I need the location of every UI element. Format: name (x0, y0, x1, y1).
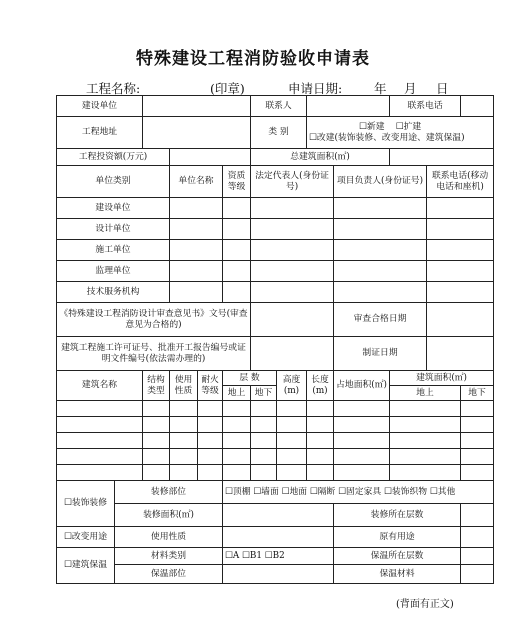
review-date-field[interactable] (427, 303, 494, 337)
building-cell[interactable] (143, 417, 170, 433)
unit-name-field[interactable] (170, 261, 223, 282)
form-title: 特殊建设工程消防验收申请表 (136, 49, 370, 69)
building-cell[interactable] (251, 465, 277, 481)
phone-field[interactable] (427, 198, 494, 219)
building-cell[interactable] (461, 449, 494, 465)
height-header: 高度(m) (277, 371, 307, 401)
decoration-part-row (57, 481, 494, 504)
unit-type-header: 单位类别 (57, 166, 170, 198)
qualification-field[interactable] (223, 198, 251, 219)
contact-phone-label: 联系电话 (390, 96, 461, 117)
change-use-usage-field[interactable] (223, 527, 334, 548)
floors-below-header: 地下 (251, 386, 277, 401)
building-cell[interactable] (223, 465, 251, 481)
building-cell[interactable] (57, 449, 143, 465)
unit-row (57, 282, 494, 303)
legal-rep-field[interactable] (251, 219, 334, 240)
issue-date-label: 制证日期 (334, 337, 427, 371)
insulation-material-field[interactable] (461, 565, 494, 584)
building-cell[interactable] (277, 449, 307, 465)
building-cell[interactable] (307, 433, 334, 449)
category-options (307, 117, 494, 149)
area-above-header: 地上 (390, 386, 461, 401)
design-review-label: 《特殊建设工程消防设计审查意见书》文号(审查意见为合格的) (57, 303, 251, 337)
building-cell[interactable] (57, 401, 143, 417)
issue-date-field[interactable] (427, 337, 494, 371)
design-review-row (57, 303, 494, 337)
construction-unit-label: 建设单位 (57, 96, 143, 117)
building-cell[interactable] (277, 401, 307, 417)
project-lead-field[interactable] (334, 219, 427, 240)
building-cell[interactable] (223, 433, 251, 449)
building-cell[interactable] (198, 465, 223, 481)
building-cell[interactable] (198, 433, 223, 449)
qualification-field[interactable] (223, 240, 251, 261)
investment-field[interactable] (170, 149, 251, 166)
fire-rating-header: 耐火等级 (198, 371, 223, 401)
building-cell[interactable] (334, 417, 390, 433)
units-header-row (57, 166, 494, 198)
permit-row (57, 337, 494, 371)
phone-header: 联系电话(移动电话和座机) (427, 166, 494, 198)
length-header: 长度(m) (307, 371, 334, 401)
building-row (57, 417, 494, 433)
building-cell[interactable] (307, 465, 334, 481)
permit-field[interactable] (251, 337, 334, 371)
project-address-row (57, 117, 494, 149)
contact-person-field[interactable] (307, 96, 390, 117)
building-cell[interactable] (170, 401, 198, 417)
footer-note: (背面有正文) (396, 599, 454, 610)
building-row (57, 465, 494, 481)
building-cell[interactable] (57, 465, 143, 481)
insulation-floor-field[interactable] (461, 548, 494, 565)
unit-name-field[interactable] (170, 219, 223, 240)
building-cell[interactable] (223, 449, 251, 465)
project-address-field[interactable] (143, 117, 251, 149)
building-cell[interactable] (223, 417, 251, 433)
contact-person-label: 联系人 (251, 96, 307, 117)
building-cell[interactable] (334, 449, 390, 465)
legal-rep-field[interactable] (251, 240, 334, 261)
expand-checkbox[interactable]: ☐扩建 (395, 121, 422, 132)
building-cell[interactable] (251, 417, 277, 433)
insulation-part-row (57, 565, 494, 584)
category-label: 类 别 (251, 117, 307, 149)
construction-unit-row (57, 96, 494, 117)
insulation-floor-label: 保温所在层数 (334, 548, 461, 565)
project-lead-field[interactable] (334, 198, 427, 219)
building-cell[interactable] (170, 465, 198, 481)
building-name-header: 建筑名称 (57, 371, 143, 401)
building-cell[interactable] (198, 449, 223, 465)
building-row (57, 449, 494, 465)
building-row (57, 433, 494, 449)
building-cell[interactable] (143, 465, 170, 481)
project-lead-field[interactable] (334, 282, 427, 303)
total-area-label: 总建筑面积(㎡) (251, 149, 390, 166)
building-cell[interactable] (170, 433, 198, 449)
investment-row (57, 149, 494, 166)
unit-name-header: 单位名称 (170, 166, 223, 198)
change-use-row (57, 527, 494, 548)
floors-header: 层 数 (223, 371, 277, 386)
building-cell[interactable] (251, 401, 277, 417)
review-date-label: 审查合格日期 (334, 303, 427, 337)
unit-row (57, 240, 494, 261)
project-lead-field[interactable] (334, 261, 427, 282)
unit-name-field[interactable] (170, 282, 223, 303)
permit-label: 建筑工程施工许可证号、批准开工报告编号或证明文件编号(依法需办理的) (57, 337, 251, 371)
day-label: 日 (436, 81, 449, 96)
original-use-field[interactable] (461, 527, 494, 548)
phone-field[interactable] (427, 240, 494, 261)
legal-rep-header: 法定代表人(身份证号) (251, 166, 334, 198)
building-cell[interactable] (390, 401, 461, 417)
change-use-usage-label: 使用性质 (115, 527, 223, 548)
building-cell[interactable] (307, 401, 334, 417)
unit-name-field[interactable] (170, 240, 223, 261)
decoration-checkbox[interactable]: ☐装饰装修 (57, 481, 115, 527)
unit-row (57, 261, 494, 282)
decoration-area-field[interactable] (223, 504, 334, 527)
footprint-header: 占地面积(㎡) (334, 371, 390, 401)
building-cell[interactable] (223, 401, 251, 417)
qualification-field[interactable] (223, 261, 251, 282)
unit-row-label: 技术服务机构 (57, 282, 170, 303)
phone-field[interactable] (427, 219, 494, 240)
usage-header: 使用性质 (170, 371, 198, 401)
building-cell[interactable] (461, 401, 494, 417)
building-cell[interactable] (461, 433, 494, 449)
legal-rep-field[interactable] (251, 198, 334, 219)
construction-unit-field[interactable] (143, 96, 251, 117)
contact-phone-field[interactable] (461, 96, 494, 117)
area-header: 建筑面积(㎡) (390, 371, 494, 386)
building-cell[interactable] (334, 433, 390, 449)
insulation-material-label: 保温材料 (334, 565, 461, 584)
decoration-area-row (57, 504, 494, 527)
building-cell[interactable] (461, 465, 494, 481)
change-use-checkbox[interactable]: ☐改变用途 (57, 527, 115, 548)
building-cell[interactable] (143, 401, 170, 417)
building-row (57, 401, 494, 417)
decoration-area-label: 装修面积(㎡) (115, 504, 223, 527)
renovate-checkbox[interactable]: ☐改建(装饰装修、改变用途、建筑保温) (309, 132, 465, 143)
building-cell[interactable] (198, 401, 223, 417)
insulation-material-options[interactable]: ☐A ☐B1 ☐B2 (223, 548, 334, 565)
building-cell[interactable] (307, 449, 334, 465)
qualification-field[interactable] (223, 282, 251, 303)
decoration-floor-label: 装修所在层数 (334, 504, 461, 527)
building-cell[interactable] (143, 433, 170, 449)
building-cell[interactable] (277, 417, 307, 433)
month-label: 月 (404, 81, 417, 96)
building-cell[interactable] (334, 465, 390, 481)
unit-row-label: 施工单位 (57, 240, 170, 261)
design-review-field[interactable] (251, 303, 334, 337)
floors-above-header: 地上 (223, 386, 251, 401)
building-cell[interactable] (334, 401, 390, 417)
total-area-field[interactable] (390, 149, 494, 166)
insulation-checkbox[interactable]: ☐建筑保温 (57, 548, 115, 584)
building-cell[interactable] (57, 433, 143, 449)
unit-name-field[interactable] (170, 198, 223, 219)
phone-field[interactable] (427, 261, 494, 282)
building-cell[interactable] (390, 417, 461, 433)
project-name-label: 工程名称: (86, 81, 141, 96)
new-build-checkbox[interactable]: ☐新建 (359, 121, 385, 132)
legal-rep-field[interactable] (251, 261, 334, 282)
building-cell[interactable] (277, 465, 307, 481)
unit-row-label: 建设单位 (57, 198, 170, 219)
year-label: 年 (374, 81, 387, 96)
building-cell[interactable] (170, 449, 198, 465)
building-cell[interactable] (390, 449, 461, 465)
building-header-row (57, 371, 494, 386)
building-cell[interactable] (390, 465, 461, 481)
seal-label: (印章) (210, 81, 245, 96)
qualification-header: 资质等级 (223, 166, 251, 198)
original-use-label: 原有用途 (334, 527, 461, 548)
building-cell[interactable] (461, 417, 494, 433)
building-cell[interactable] (277, 433, 307, 449)
project-address-label: 工程地址 (57, 117, 143, 149)
unit-row (57, 198, 494, 219)
unit-row-label: 设计单位 (57, 219, 170, 240)
building-cell[interactable] (251, 433, 277, 449)
phone-field[interactable] (427, 282, 494, 303)
area-below-header: 地下 (461, 386, 494, 401)
unit-row (57, 219, 494, 240)
application-form-table (56, 95, 494, 584)
qualification-field[interactable] (223, 219, 251, 240)
apply-date-label: 申请日期: (288, 81, 343, 96)
building-cell[interactable] (198, 417, 223, 433)
building-cell[interactable] (143, 449, 170, 465)
insulation-material-row (57, 548, 494, 565)
building-cell[interactable] (57, 417, 143, 433)
building-cell[interactable] (251, 449, 277, 465)
insulation-part-field[interactable] (223, 565, 334, 584)
investment-label: 工程投资额(万元) (57, 149, 170, 166)
project-lead-field[interactable] (334, 240, 427, 261)
unit-row-label: 监理单位 (57, 261, 170, 282)
decoration-part-options[interactable]: ☐顶棚 ☐墙面 ☐地面 ☐隔断 ☐固定家具 ☐装饰织物 ☐其他 (223, 481, 494, 504)
building-cell[interactable] (307, 417, 334, 433)
structure-header: 结构类型 (143, 371, 170, 401)
insulation-part-label: 保温部位 (115, 565, 223, 584)
building-cell[interactable] (170, 417, 198, 433)
building-cell[interactable] (390, 433, 461, 449)
insulation-material-type-label: 材料类别 (115, 548, 223, 565)
legal-rep-field[interactable] (251, 282, 334, 303)
decoration-floor-field[interactable] (461, 504, 494, 527)
decoration-part-label: 装修部位 (115, 481, 223, 504)
project-lead-header: 项目负责人(身份证号) (334, 166, 427, 198)
